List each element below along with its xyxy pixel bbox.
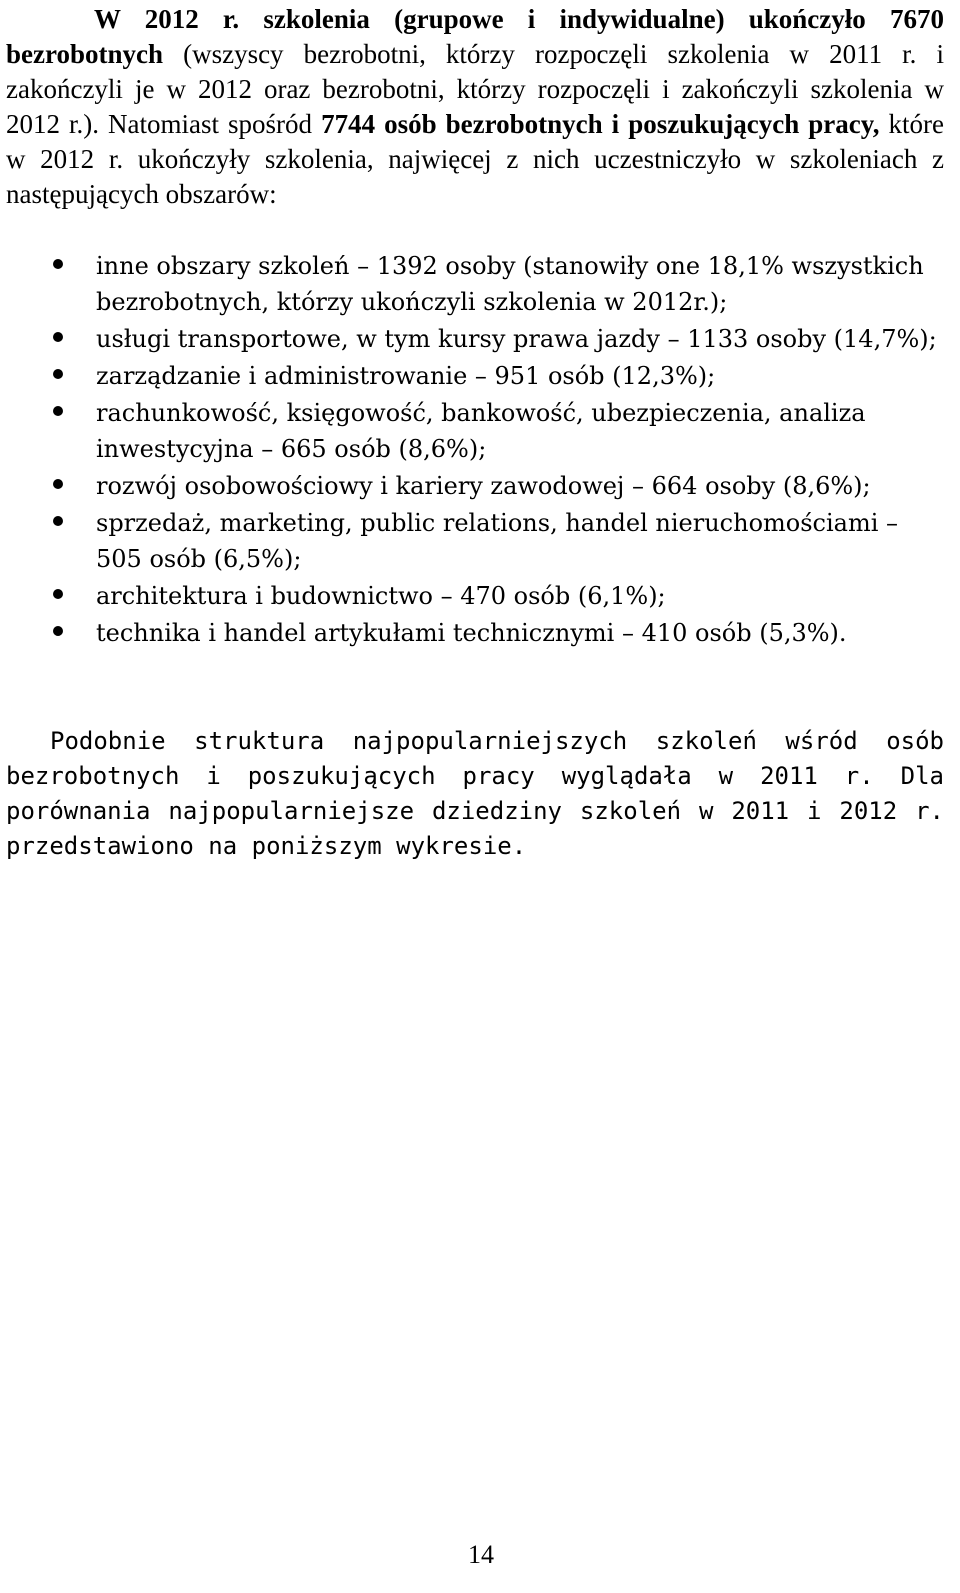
list-item-text: zarządzanie i administrowanie – 951 osób (12,3%); — [96, 362, 716, 390]
bullet-icon — [53, 516, 63, 526]
list-item — [6, 468, 944, 504]
list-item-text: usługi transportowe, w tym kursy prawa jazdy – 1133 osoby (14,7%); — [96, 325, 937, 353]
list-item-text: rachunkowość, księgowość, bankowość, ubezpieczenia, analiza inwestycyjna – 665 osób (8,6%); — [96, 399, 866, 463]
list-item — [6, 505, 944, 577]
bullet-icon — [53, 332, 63, 342]
intro-text-1: (wszyscy bezrobotni, którzy rozpoczęli szkolenia w 2011 r. i zakończyli je w 2012 oraz bezrobotni, którzy rozpoczęli i zakończyli szkolenia w 2012 r.). Natomiast spośród — [6, 39, 944, 139]
list-item — [6, 321, 944, 357]
intro-bold-count: 7744 osób bezrobotnych i poszukujących pracy, — [321, 109, 880, 139]
list-item-text: sprzedaż, marketing, public relations, handel nieruchomościami – 505 osób (6,5%); — [96, 509, 899, 573]
bullet-icon — [53, 626, 63, 636]
bullet-icon — [53, 479, 63, 489]
list-item-text: architektura i budownictwo – 470 osób (6,1%); — [96, 582, 666, 610]
list-item — [6, 578, 944, 614]
closing-paragraph: Podobnie struktura najpopularniejszych szkoleń wśród osób bezrobotnych i poszukujących pracy wyglądała w 2011 r. Dla porównania najpopularniejsze dziedziny szkoleń w 2011 i 2012 r. przedstawiono na poniższym wykresie. — [6, 727, 944, 860]
page-number: 14 — [468, 1540, 494, 1569]
training-areas-list — [6, 248, 944, 652]
list-item — [6, 248, 944, 320]
list-item — [6, 358, 944, 394]
bullet-icon — [53, 259, 63, 269]
bullet-icon — [53, 589, 63, 599]
list-item-text: inne obszary szkoleń – 1392 osoby (stanowiły one 18,1% wszystkich bezrobotnych, którzy ukończyli szkolenia w 2012r.); — [96, 252, 924, 316]
intro-paragraph — [6, 2, 944, 212]
intro-text-2: które w 2012 r. ukończyły szkolenia, najwięcej z nich uczestniczyło w szkoleniach z następujących obszarów: — [6, 109, 944, 209]
intro-bold-lead: W 2012 r. szkolenia (grupowe i indywidualne) ukończyło 7670 bezrobotnych — [6, 4, 944, 69]
bullet-icon — [53, 406, 63, 416]
list-item — [6, 395, 944, 467]
bullet-icon — [53, 369, 63, 379]
list-item-text: rozwój osobowościowy i kariery zawodowej – 664 osoby (8,6%); — [96, 472, 871, 500]
list-item-text: technika i handel artykułami technicznymi – 410 osób (5,3%). — [96, 619, 847, 647]
list-item — [6, 615, 944, 651]
